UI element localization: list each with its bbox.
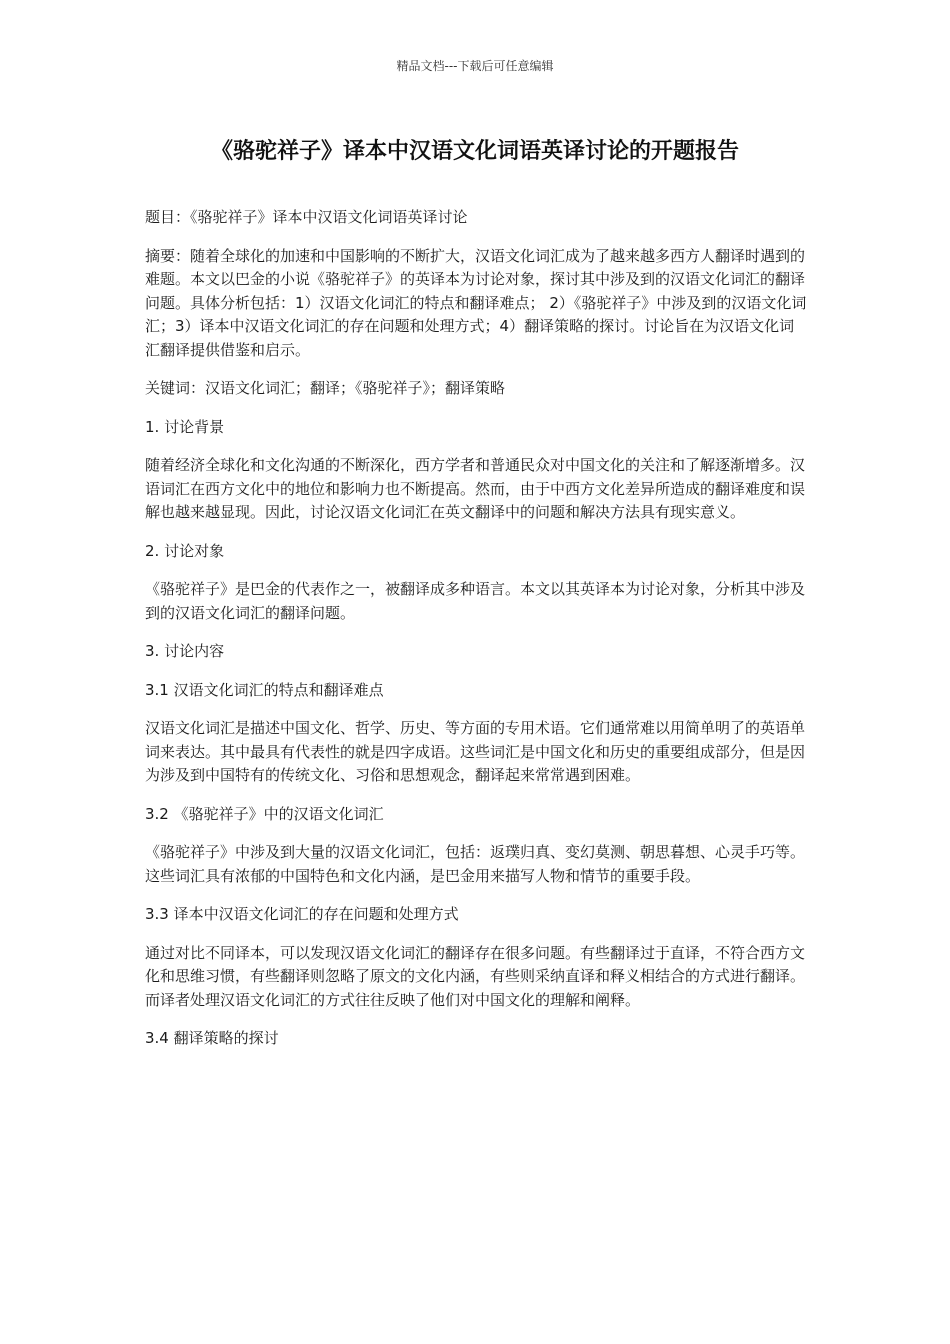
abstract-paragraph: 摘要：随着全球化的加速和中国影响的不断扩大，汉语文化词汇成为了越来越多西方人翻译时遇到的难题。本文以巴金的小说《骆驼祥子》的英译本为讨论对象，探讨其中涉及到的汉语文化词汇的翻译问题。具体分析包括：1）汉语文化词汇的特点和翻译难点； 2）《骆驼祥子》中涉及到的汉语文化词汇；3）译本中汉语文化词汇的存在问题和处理方式；4）翻译策略的探讨。讨论旨在为汉语文化词汇翻译提供借鉴和启示。 (145, 246, 807, 359)
document-title: 《骆驼祥子》译本中汉语文化词语英译讨论的开题报告 (210, 139, 739, 164)
section-body-background: 随着经济全球化和文化沟通的不断深化，西方学者和普通民众对中国文化的关注和了解逐渐增多。汉语词汇在西方文化中的地位和影响力也不断提高。然而，由于中西方文化差异所造成的翻译难度和误解也越来越显现。因此，讨论汉语文化词汇在英文翻译中的问题和解决方法具有现实意义。 (145, 456, 806, 521)
section-heading-content: 3. 讨论内容 (145, 642, 225, 660)
section-body-object: 《骆驼祥子》是巴金的代表作之一，被翻译成多种语言。本文以其英译本为讨论对象，分析其中涉及到的汉语文化词汇的翻译问题。 (145, 580, 806, 622)
section-body-3-1: 汉语文化词汇是描述中国文化、哲学、历史、等方面的专用术语。它们通常难以用简单明了的英语单词来表达。其中最具有代表性的就是四字成语。这些词汇是中国文化和历史的重要组成部分，但是因为涉及到中国特有的传统文化、习俗和思想观念，翻译起来常常遇到困难。 (145, 719, 806, 784)
section-body-3-2: 《骆驼祥子》中涉及到大量的汉语文化词汇，包括：返璞归真、变幻莫测、朝思暮想、心灵手巧等。这些词汇具有浓郁的中国特色和文化内涵，是巴金用来描写人物和情节的重要手段。 (145, 843, 806, 885)
section-heading-object: 2. 讨论对象 (145, 541, 225, 560)
document-body (145, 206, 807, 1066)
section-heading-3-4: 3.4 翻译策略的探讨 (145, 1029, 279, 1047)
section-body-3-3: 通过对比不同译本，可以发现汉语文化词汇的翻译存在很多问题。有些翻译过于直译，不符合西方文化和思维习惯，有些翻译则忽略了原文的文化内涵，有些则采纳直译和释义相结合的方式进行翻译。而译者处理汉语文化词汇的方式往往反映了他们对中国文化的理解和阐释。 (145, 943, 806, 1009)
page-header: 精品文档---下载后可任意编辑 (396, 59, 554, 73)
keywords-line: 关键词：汉语文化词汇；翻译；《骆驼祥子》；翻译策略 (145, 379, 506, 397)
topic-line: 题目：《骆驼祥子》译本中汉语文化词语英译讨论 (145, 208, 468, 226)
section-heading-3-1: 3.1 汉语文化词汇的特点和翻译难点 (145, 680, 384, 699)
section-heading-3-2: 3.2 《骆驼祥子》中的汉语文化词汇 (145, 804, 384, 823)
section-heading-background: 1. 讨论背景 (145, 417, 225, 436)
section-heading-3-3: 3.3 译本中汉语文化词汇的存在问题和处理方式 (145, 905, 459, 923)
